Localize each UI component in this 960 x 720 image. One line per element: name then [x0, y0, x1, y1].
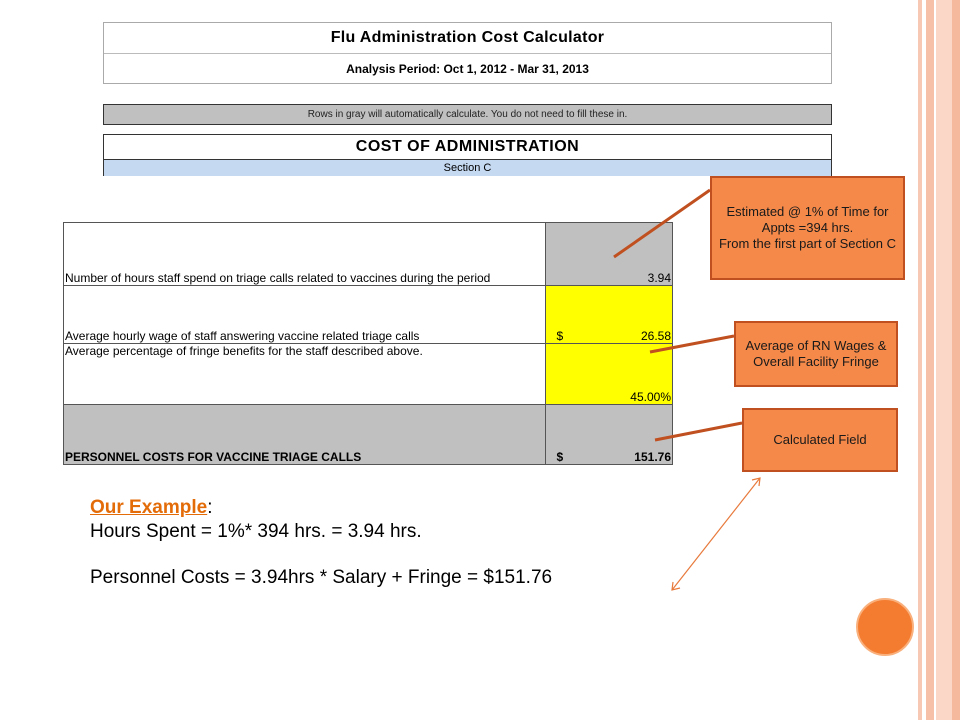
connector-average	[650, 336, 734, 352]
analysis-period: Analysis Period: Oct 1, 2012 - Mar 31, 2013	[346, 62, 589, 76]
callout-calculated-text: Calculated Field	[773, 432, 867, 447]
example-line-costs: Personnel Costs = 3.94hrs * Salary + Fringe = $151.76	[90, 567, 553, 588]
callout-estimated-text: Estimated @ 1% of Time for Appts =394 hrs. From the first part of Section C	[718, 204, 896, 251]
example-line-hours: Hours Spent = 1%* 394 hrs. = 3.94 hrs.	[90, 521, 422, 542]
connector-calculated	[655, 423, 742, 440]
example-heading-colon: :	[207, 497, 213, 518]
callout-average-text: Average of RN Wages & Overall Facility Fringe	[745, 338, 887, 369]
wage-value[interactable]: 26.58	[640, 329, 671, 343]
row-label: Average hourly wage of staff answering vaccine related triage calls	[64, 286, 546, 344]
personnel-cost-value: 151.76	[634, 450, 671, 464]
example-heading: Our Example	[90, 497, 208, 518]
section-subtitle: Section C	[104, 159, 831, 176]
fringe-value[interactable]: 45.00%	[630, 390, 671, 404]
hours-value: 3.94	[647, 271, 671, 285]
currency-symbol: $	[556, 450, 564, 464]
row-label: PERSONNEL COSTS FOR VACCINE TRIAGE CALLS	[64, 405, 546, 465]
currency-symbol: $	[556, 329, 564, 343]
decorative-circle	[856, 598, 914, 656]
connector-estimated	[614, 190, 710, 257]
arrow-line	[672, 478, 760, 590]
auto-calc-note: Rows in gray will automatically calculate. You do not need to fill these in.	[103, 104, 832, 125]
row-label: Number of hours staff spend on triage calls related to vaccines during the period	[64, 223, 546, 286]
calculator-title: Flu Administration Cost Calculator	[330, 29, 605, 46]
row-label: Average percentage of fringe benefits for the staff described above.	[64, 344, 546, 405]
section-title: COST OF ADMINISTRATION	[355, 138, 580, 155]
